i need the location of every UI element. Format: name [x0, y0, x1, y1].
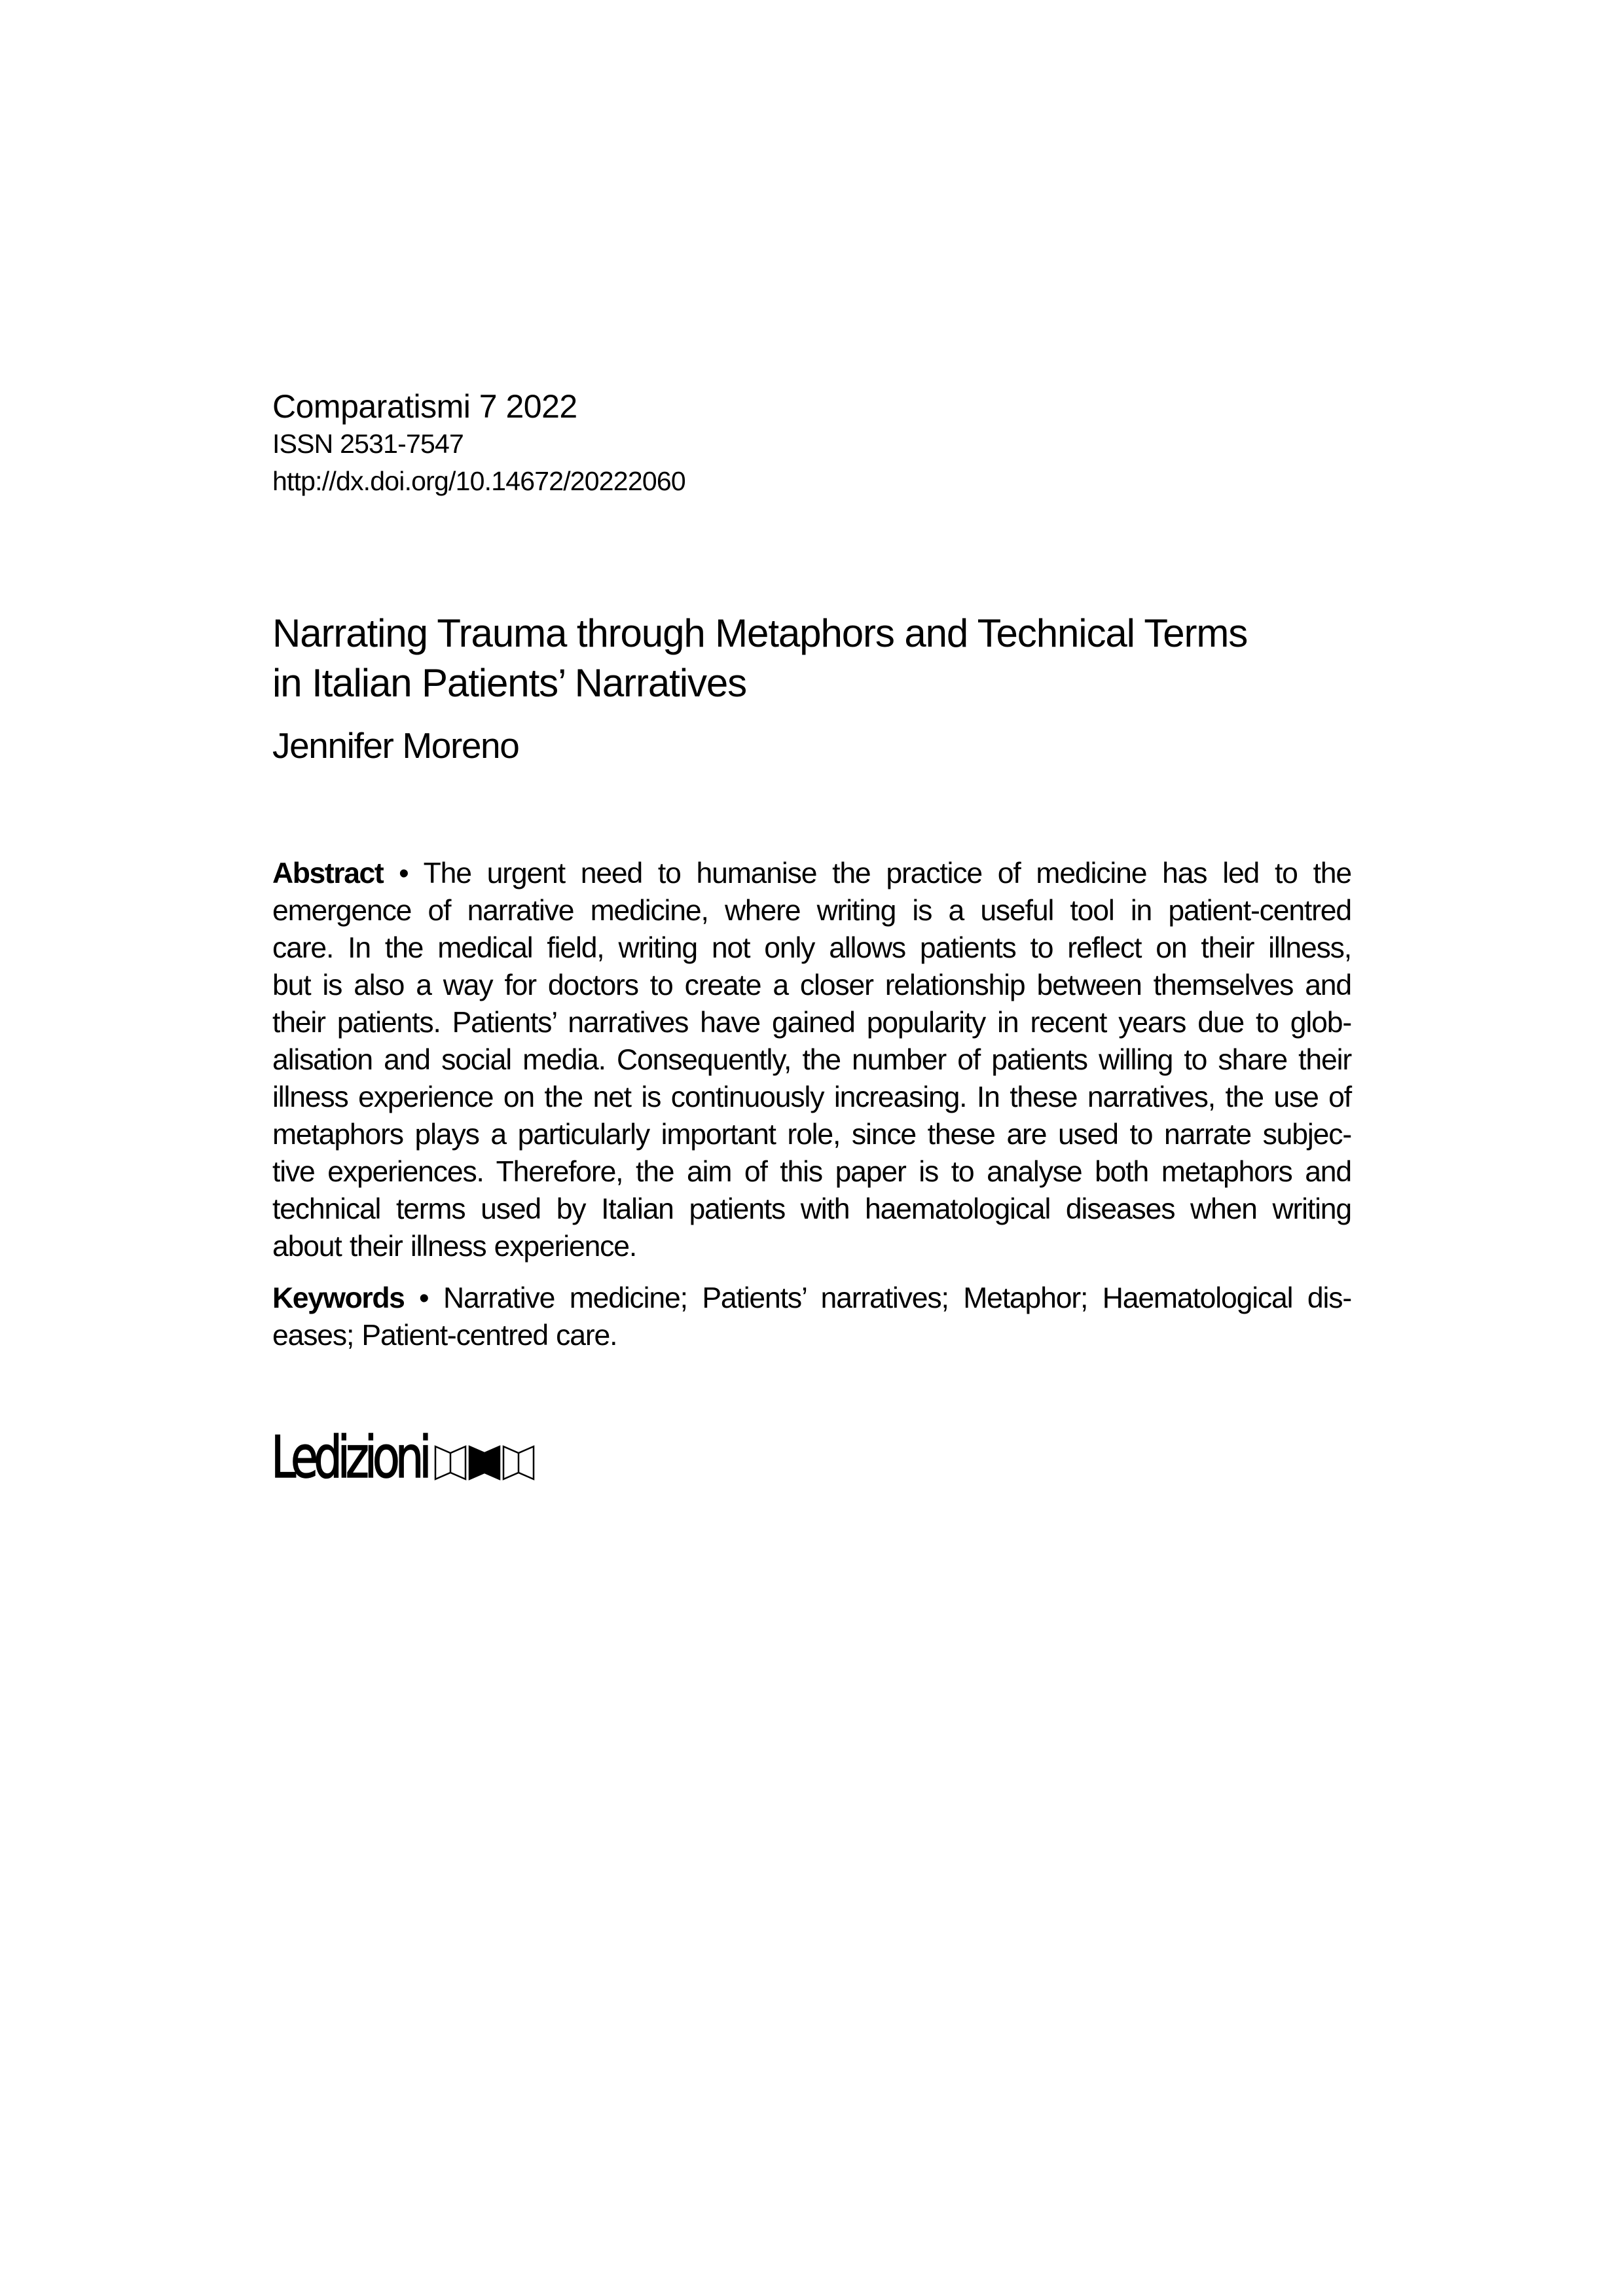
abstract-line: metaphors plays a particularly important role, since these are used to narrate subjec-	[272, 1119, 1351, 1151]
keywords-line: eases; Patient-centred care.	[272, 1319, 617, 1352]
abstract-line: emergence of narrative medicine, where writing is a useful tool in patient-centred	[272, 895, 1351, 927]
publisher-name: Ledizioni	[271, 1424, 428, 1491]
book-filled-icon	[468, 1445, 501, 1480]
keywords-label: Keywords	[272, 1282, 405, 1314]
abstract-line: their patients. Patients’ narratives have gained popularity in recent years due to glob-	[272, 1007, 1351, 1039]
abstract-line: technical terms used by Italian patients with haematological diseases when writing	[272, 1193, 1351, 1225]
abstract-section	[272, 855, 1351, 1354]
keywords-paragraph	[272, 1280, 1351, 1354]
abstract-line: care. In the medical field, writing not only allows patients to reflect on their illness,	[272, 932, 1351, 964]
journal-name: Comparatismi 7 2022	[272, 388, 577, 425]
bullet-separator: •	[404, 1282, 443, 1314]
abstract-line: tive experiences. Therefore, the aim of this paper is to analyse both metaphors and	[272, 1156, 1351, 1188]
journal-issn: ISSN 2531-7547	[272, 429, 464, 459]
abstract-line: but is also a way for doctors to create a closer relationship between themselves and	[272, 969, 1351, 1001]
article-title-line: in Italian Patients’ Narratives	[272, 661, 747, 705]
article-title-line: Narrating Trauma through Metaphors and Technical Terms	[272, 611, 1248, 655]
publisher-logo-books	[434, 1445, 535, 1480]
abstract-label: Abstract	[272, 857, 384, 889]
author-name: Jennifer Moreno	[272, 725, 519, 766]
bullet-separator: •	[383, 857, 424, 889]
journal-doi-link[interactable]: http://dx.doi.org/10.14672/20222060	[272, 466, 685, 496]
article-heading	[272, 609, 1351, 768]
abstract-line: illness experience on the net is continuously increasing. In these narratives, the use of	[272, 1081, 1351, 1113]
abstract-paragraph	[272, 855, 1351, 1265]
abstract-line: alisation and social media. Consequently, the number of patients willing to share their	[272, 1044, 1351, 1076]
publisher-logo	[271, 1424, 535, 1491]
journal-header	[272, 387, 1351, 500]
keywords-line: Keywords • Narrative medicine; Patients’ narratives; Metaphor; Haematological dis-	[272, 1282, 1352, 1314]
open-book-outline-icon	[502, 1445, 535, 1480]
abstract-line: about their illness experience.	[272, 1230, 637, 1263]
open-book-outline-icon	[434, 1445, 467, 1480]
abstract-line: Abstract • The urgent need to humanise the practice of medicine has led to the	[272, 857, 1351, 889]
article-title	[272, 609, 1351, 708]
